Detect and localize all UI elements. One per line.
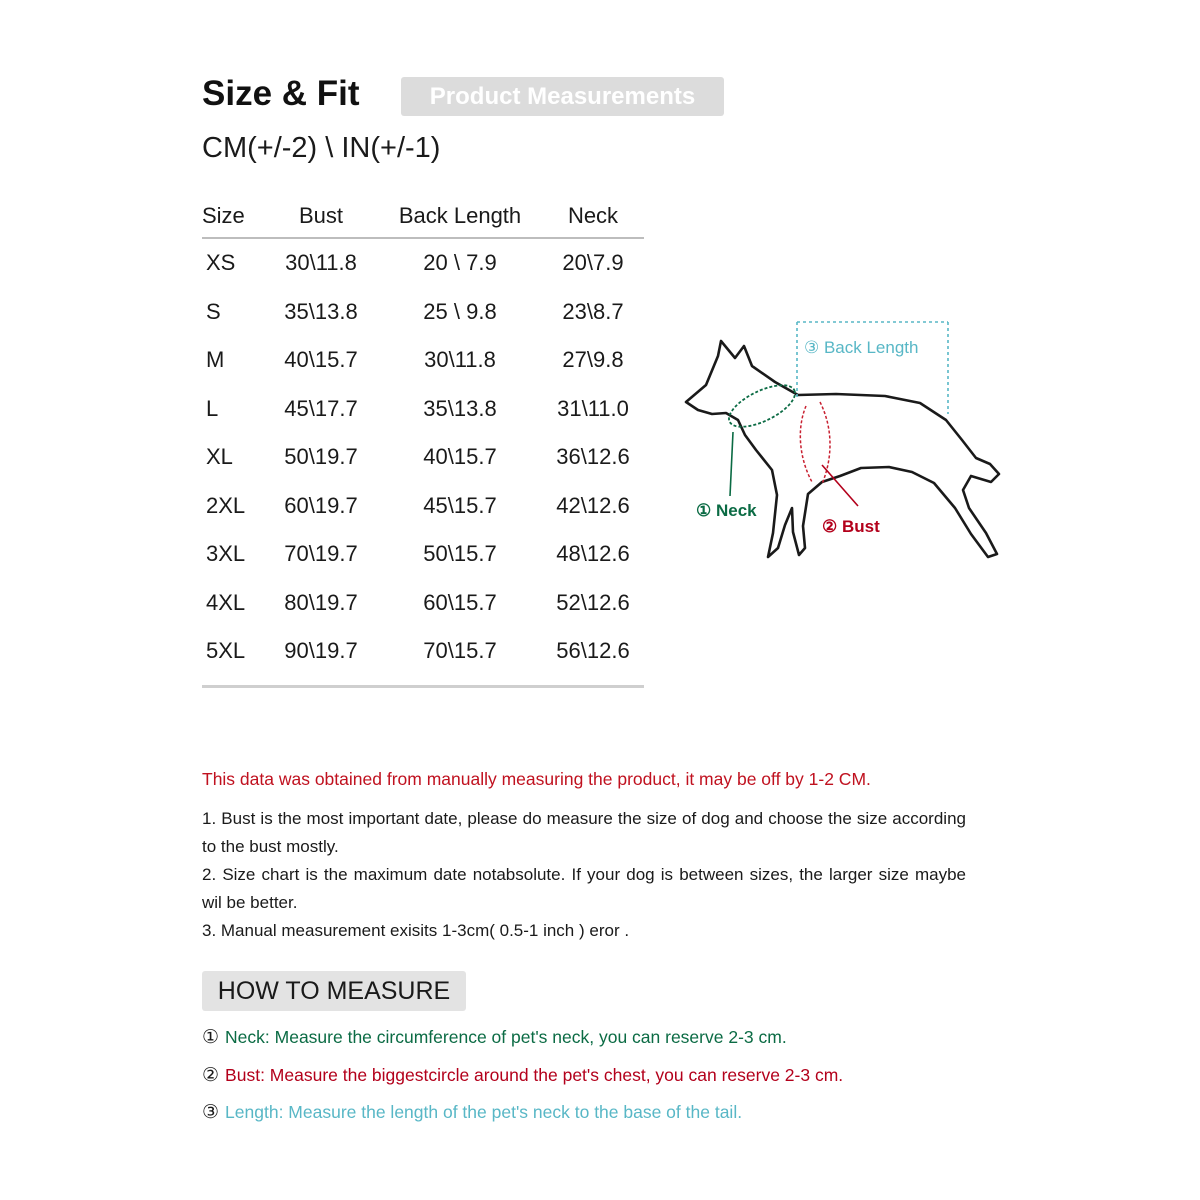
- neck-label: ① Neck: [696, 501, 757, 520]
- table-row: [202, 336, 644, 385]
- cell-neck: 48\12.6: [556, 541, 630, 567]
- cell-back-length: 30\11.8: [424, 347, 496, 373]
- cell-bust: 90\19.7: [284, 638, 358, 664]
- circled-one-icon: ①: [202, 1027, 220, 1048]
- page-title: Size & Fit: [202, 74, 360, 113]
- back-length-label: ③ Back Length: [804, 338, 919, 357]
- table-row: [202, 627, 644, 676]
- measure-instruction-text: Neck: Measure the circumference of pet's neck, you can reserve 2-3 cm.: [225, 1027, 787, 1047]
- units-label: CM(+/-2) \ IN(+/-1): [202, 132, 441, 164]
- cell-back-length: 25 \ 9.8: [423, 298, 497, 324]
- circled-three-icon: ③: [202, 1102, 220, 1123]
- table-row: [202, 482, 644, 531]
- cell-bust: 40\15.7: [284, 347, 358, 373]
- cell-bust: 45\17.7: [284, 395, 358, 421]
- table-bottom-divider: [202, 685, 644, 688]
- header-neck: Neck: [542, 194, 644, 238]
- cell-size: XL: [206, 444, 233, 470]
- cell-size: M: [206, 347, 225, 373]
- table-row: [202, 433, 644, 482]
- cell-back-length: 50\15.7: [423, 541, 497, 567]
- cell-neck: 52\12.6: [556, 589, 630, 615]
- cell-back-length: 70\15.7: [423, 638, 497, 664]
- note-item: 1. Bust is the most important date, please do measure the size of dog and choose the size according to the bust mostly.: [202, 809, 966, 856]
- cell-bust: 30\11.8: [285, 250, 357, 276]
- table-row: [202, 288, 644, 337]
- cell-neck: 36\12.6: [556, 444, 630, 470]
- cell-size: 2XL: [206, 492, 246, 518]
- cell-neck: 27\9.8: [562, 347, 624, 373]
- table-row: [202, 238, 644, 288]
- neck-pointer-line: [730, 432, 733, 496]
- cell-neck: 42\12.6: [556, 492, 630, 518]
- bust-label: ② Bust: [822, 517, 880, 536]
- cell-size: S: [206, 298, 221, 324]
- header-bust: Bust: [264, 194, 378, 238]
- table-row: [202, 530, 644, 579]
- cell-bust: 80\19.7: [284, 589, 358, 615]
- dog-measurement-diagram: [680, 310, 1010, 570]
- cell-size: 5XL: [206, 638, 246, 664]
- cell-bust: 50\19.7: [284, 444, 358, 470]
- cell-size: 3XL: [206, 541, 246, 567]
- note-item: 3. Manual measurement exisits 1-3cm( 0.5-1 inch ) eror .: [202, 921, 630, 940]
- cell-size: XS: [206, 250, 236, 276]
- cell-neck: 31\11.0: [557, 395, 629, 421]
- size-table: [202, 194, 644, 676]
- header-back-length: Back Length: [378, 194, 542, 238]
- measure-instruction-bust: [202, 1064, 843, 1087]
- table-row: [202, 579, 644, 628]
- cell-bust: 35\13.8: [284, 298, 358, 324]
- cell-neck: 20\7.9: [562, 250, 624, 276]
- cell-neck: 56\12.6: [556, 638, 630, 664]
- table-header-row: [202, 194, 644, 238]
- cell-bust: 60\19.7: [284, 492, 358, 518]
- cell-size: L: [206, 395, 219, 421]
- circled-two-icon: ②: [202, 1065, 220, 1086]
- cell-size: 4XL: [206, 589, 246, 615]
- cell-neck: 23\8.7: [562, 298, 624, 324]
- cell-back-length: 20 \ 7.9: [423, 250, 497, 276]
- product-measurements-badge: Product Measurements: [401, 77, 724, 116]
- cell-back-length: 40\15.7: [423, 444, 497, 470]
- measure-instruction-length: [202, 1101, 742, 1124]
- note-item: 2. Size chart is the maximum date notabsolute. If your dog is between sizes, the larger size maybe wil be better.: [202, 865, 966, 912]
- how-to-measure-heading: HOW TO MEASURE: [202, 971, 466, 1011]
- measure-instruction-text: Bust: Measure the biggestcircle around the pet's chest, you can reserve 2-3 cm.: [225, 1065, 844, 1085]
- disclaimer-text: This data was obtained from manually measuring the product, it may be off by 1-2 CM.: [202, 769, 871, 789]
- measure-instruction-neck: [202, 1026, 787, 1049]
- cell-back-length: 35\13.8: [423, 395, 497, 421]
- cell-back-length: 45\15.7: [423, 492, 497, 518]
- cell-back-length: 60\15.7: [423, 589, 497, 615]
- table-row: [202, 385, 644, 434]
- measure-instruction-text: Length: Measure the length of the pet's neck to the base of the tail.: [225, 1102, 743, 1122]
- header-size: Size: [202, 194, 264, 238]
- cell-bust: 70\19.7: [284, 541, 358, 567]
